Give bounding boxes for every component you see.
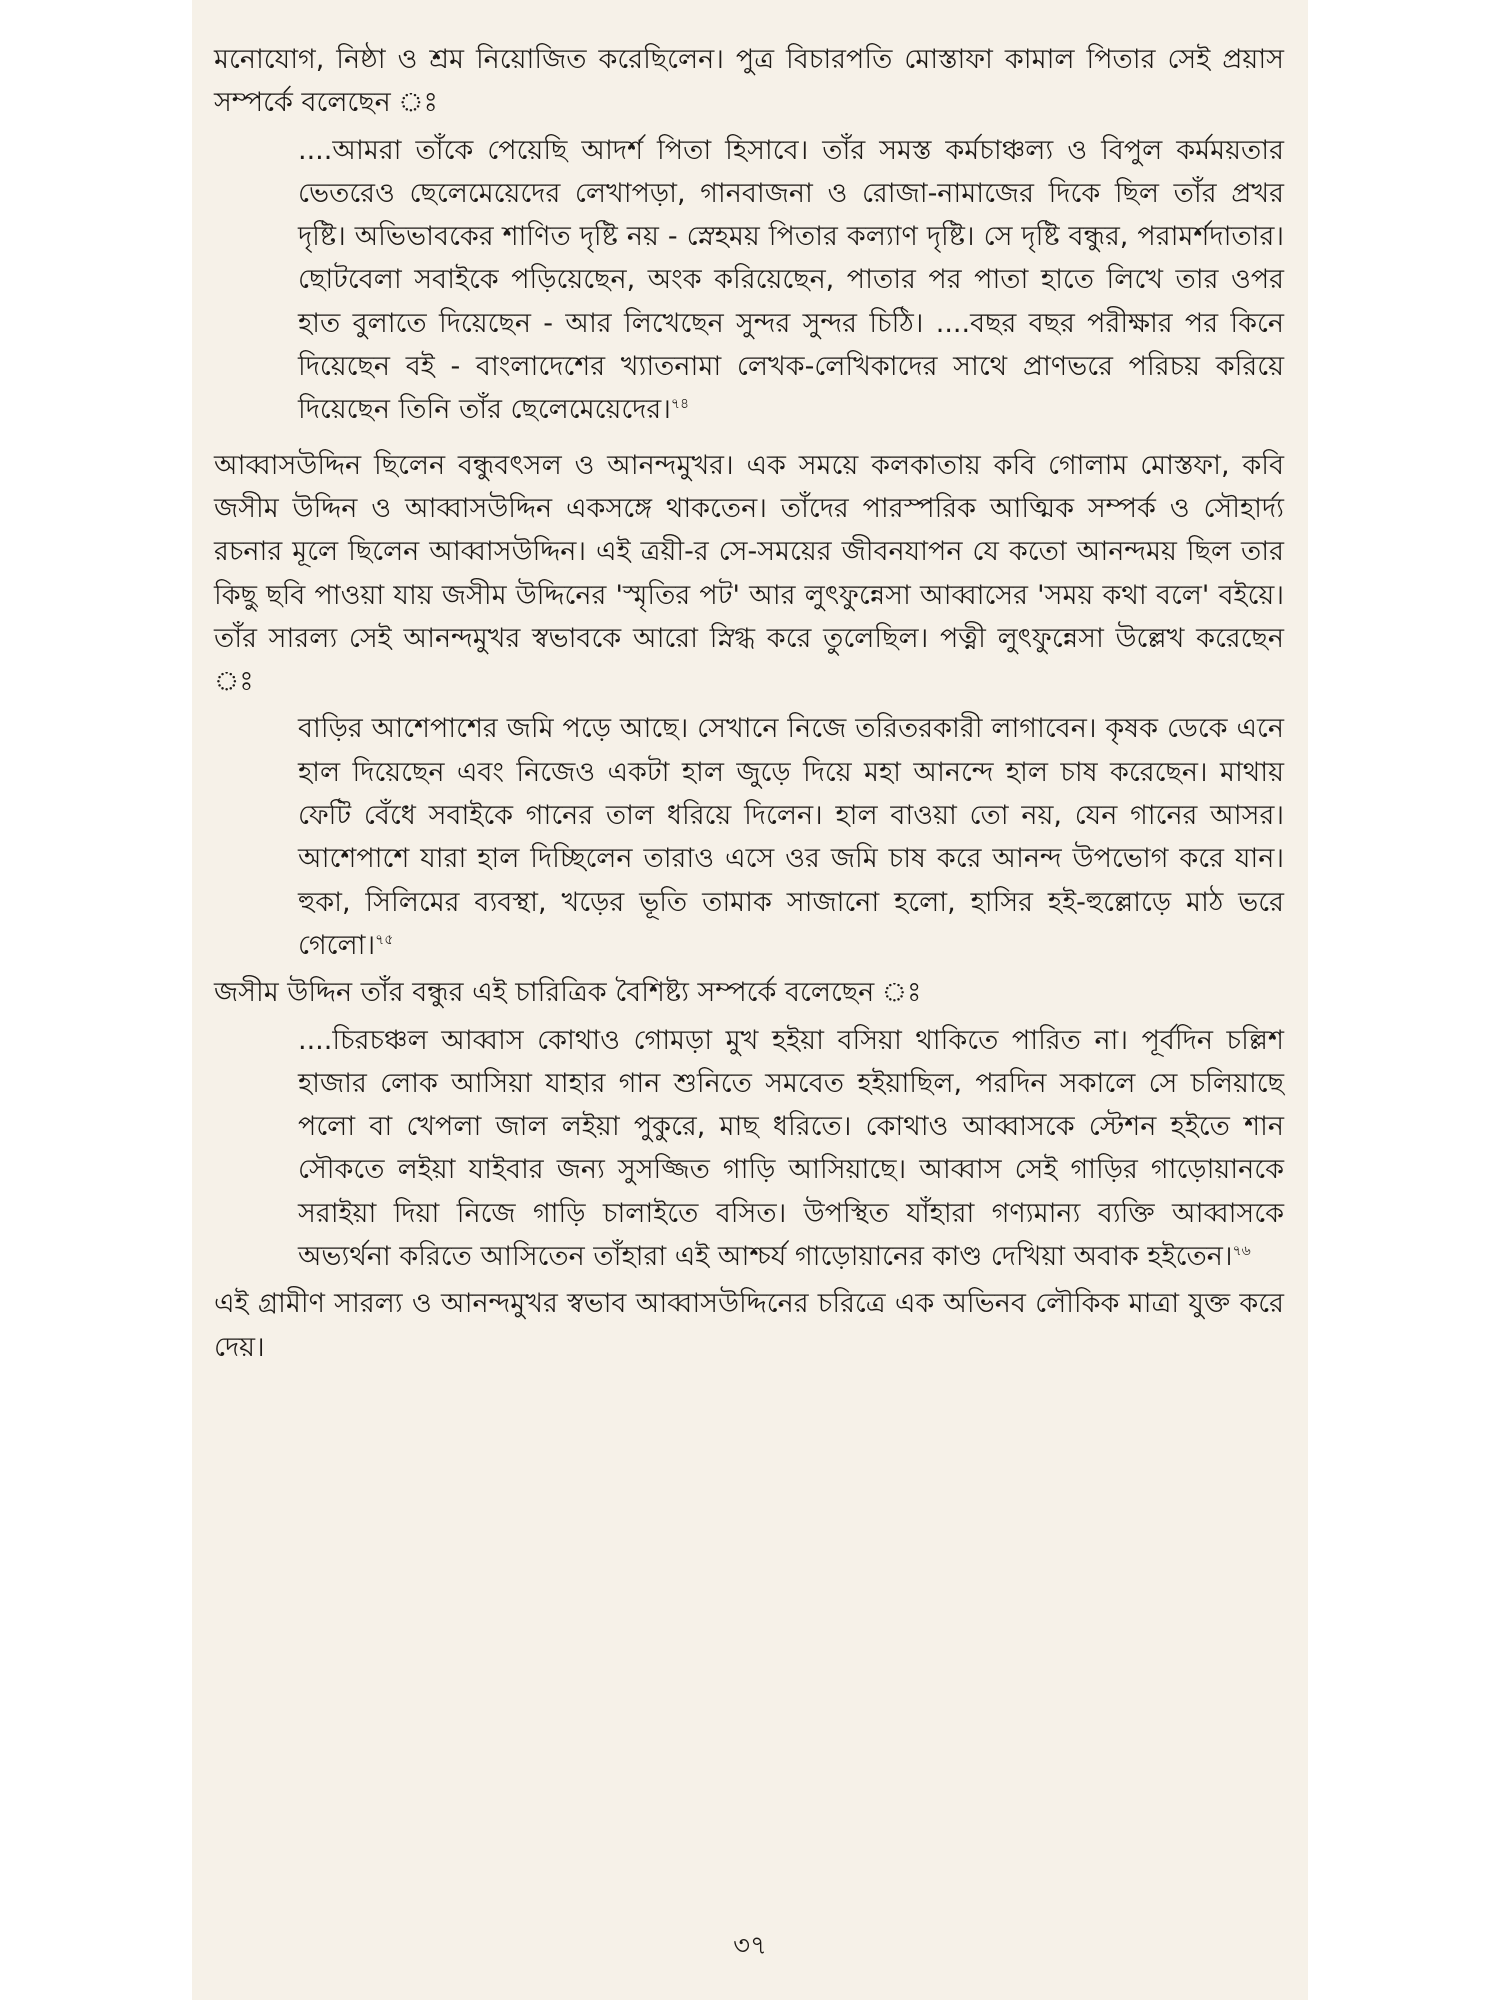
- book-page: [192, 0, 1308, 2000]
- paragraph-jasim-intro: জসীম উদ্দিন তাঁর বন্ধুর এই চারিত্রিক বৈশিষ্ট্য সম্পর্কে বলেছেন ঃ: [214, 977, 922, 1009]
- page-text-body: [214, 38, 1284, 1369]
- paragraph-friendship: আব্বাসউদ্দিন ছিলেন বন্ধুবৎসল ও আনন্দমুখর। এক সময়ে কলকাতায় কবি গোলাম মোস্তফা, কবি জসীম উদ্দিন ও আব্বাসউদ্দিন একসঙ্গে থাকতেন। তাঁদের পারস্পরিক আত্মিক সম্পর্ক ও সৌহার্দ্য রচনার মূলে ছিলেন আব্বাসউদ্দিন। এই ত্রয়ী-র সে-সময়ের জীবনযাপন যে কতো আনন্দময় ছিল তার কিছু ছবি পাওয়া যায় জসীম উদ্দিনের 'স্মৃতির পট' আর লুৎফুন্নেসা আব্বাসের 'সময় কথা বলে' বইয়ে। তাঁর সারল্য সেই আনন্দমুখর স্বভাবকে আরো স্নিগ্ধ করে তুলেছিল। পত্নী লুৎফুন্নেসা উল্লেখ করেছেন ঃ: [214, 449, 1284, 698]
- quote-text: বাড়ির আশেপাশের জমি পড়ে আছে। সেখানে নিজে তরিতরকারী লাগাবেন। কৃষক ডেকে এনে হাল দিয়েছেন এবং নিজেও একটা হাল জুড়ে দিয়ে মহা আনন্দে হাল চাষ করেছেন। মাথায় ফেটি বেঁধে সবাইকে গানের তাল ধরিয়ে দিলেন। হাল বাওয়া তো নয়, যেন গানের আসর। আশেপাশে যারা হাল দিচ্ছিলেন তারাও এসে ওর জমি চাষ করে আনন্দ উপভোগ করে যান। হুকা, সিলিমের ব্যবস্থা, খড়ের ভূতি তামাক সাজানো হলো, হাসির হই-হুল্লোড়ে মাঠ ভরে গেলো।: [298, 713, 1284, 961]
- block-quote-mostafa-kamal: [298, 129, 1284, 432]
- footnote-marker-75: ৭৫: [375, 931, 394, 948]
- paragraph-conclusion: এই গ্রামীণ সারল্য ও আনন্দমুখর স্বভাব আব্বাসউদ্দিনের চরিত্রে এক অভিনব লৌকিক মাত্রা যুক্ত করে দেয়।: [214, 1288, 1284, 1363]
- page-number: ৩৭: [733, 1931, 767, 1961]
- footnote-marker-74: ৭৪: [670, 396, 690, 413]
- footnote-marker-76: ৭৬: [1232, 1243, 1251, 1260]
- paragraph-intro: মনোযোগ, নিষ্ঠা ও শ্রম নিয়োজিত করেছিলেন। পুত্র বিচারপতি মোস্তাফা কামাল পিতার সেই প্রয়াস সম্পর্কে বলেছেন ঃ: [214, 44, 1284, 119]
- quote-text: ....চিরচঞ্চল আব্বাস কোথাও গোমড়া মুখ হইয়া বসিয়া থাকিতে পারিত না। পূর্বদিন চল্লিশ হাজার লোক আসিয়া যাহার গান শুনিতে সমবেত হইয়াছিল, পরদিন সকালে সে চলিয়াছে পলো বা খেপলা জাল লইয়া পুকুরে, মাছ ধরিতে। কোথাও আব্বাসকে স্টেশন হইতে শান সৌকতে লইয়া যাইবার জন্য সুসজ্জিত গাড়ি আসিয়াছে। আব্বাস সেই গাড়ির গাড়োয়ানকে সরাইয়া দিয়া নিজে গাড়ি চালাইতে বসিত। উপস্থিত যাঁহারা গণ্যমান্য ব্যক্তি আব্বাসকে অভ্যর্থনা করিতে আসিতেন তাঁহারা এই আশ্চর্য গাড়োয়ানের কাণ্ড দেখিয়া অবাক হইতেন।: [298, 1024, 1284, 1273]
- quote-text: ....আমরা তাঁকে পেয়েছি আদর্শ পিতা হিসাবে। তাঁর সমস্ত কর্মচাঞ্চল্য ও বিপুল কর্মময়তার ভেতরেও ছেলেমেয়েদের লেখাপড়া, গানবাজনা ও রোজা-নামাজের দিকে ছিল তাঁর প্রখর দৃষ্টি। অভিভাবকের শাণিত দৃষ্টি নয় - স্নেহময় পিতার কল্যাণ দৃষ্টি। সে দৃষ্টি বন্ধুর, পরামর্শদাতার। ছোটবেলা সবাইকে পড়িয়েছেন, অংক করিয়েছেন, পাতার পর পাতা হাতে লিখে তার ওপর হাত বুলাতে দিয়েছেন - আর লিখেছেন সুন্দর সুন্দর চিঠি। ....বছর বছর পরীক্ষার পর কিনে দিয়েছেন বই - বাংলাদেশের খ্যাতনামা লেখক-লেখিকাদের সাথে প্রাণভরে পরিচয় করিয়ে দিয়েছেন তিনি তাঁর ছেলেমেয়েদের।: [298, 134, 1284, 426]
- block-quote-lutfunnesa: [298, 707, 1284, 967]
- block-quote-jasim-uddin: [298, 1019, 1284, 1279]
